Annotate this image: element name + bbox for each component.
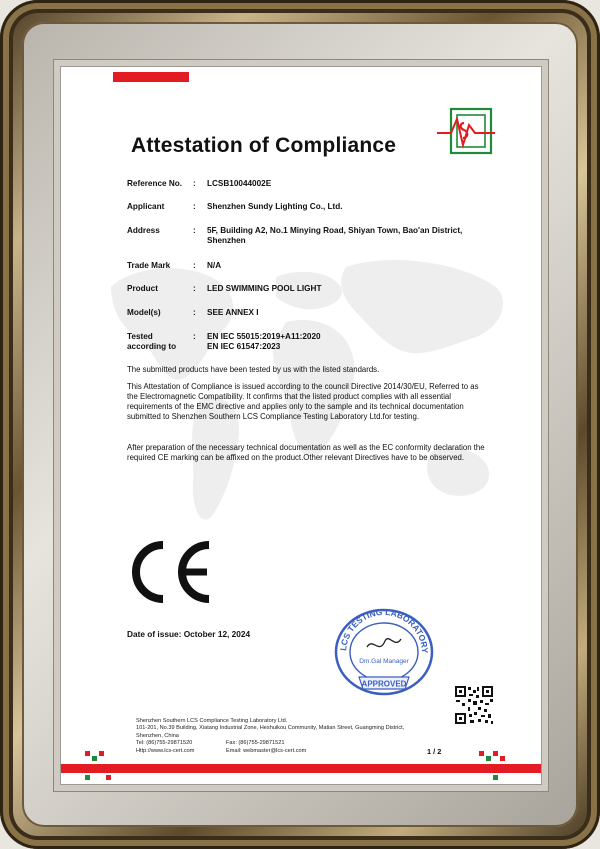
stamp-approved-text: APPROVED <box>361 679 407 689</box>
field-colon: : <box>193 332 196 341</box>
bottom-red-accent-bar <box>61 764 541 773</box>
field-colon: : <box>193 202 196 211</box>
field-value: LCSB10044002E <box>207 179 272 188</box>
field-label: Trade Mark <box>127 261 171 270</box>
ce-mark-icon <box>125 539 215 605</box>
field-value: 5F, Building A2, No.1 Minying Road, Shiyan Town, Bao'an District, Shenzhen <box>207 226 463 245</box>
footer-email: Email: webmaster@lcs-cert.com <box>226 747 307 754</box>
field-colon: : <box>193 308 196 317</box>
paragraph-preparation: After preparation of the necessary technical documentation as well as the EC conformity declaration the required CE marking can be affixed on the product.Other relevant Directives have to be observed. <box>127 443 485 462</box>
footer-fax: Fax: (86)755-29871521 <box>226 740 285 747</box>
certificate-title: Attestation of Compliance <box>131 134 397 157</box>
field-value: LED SWIMMING POOL LIGHT <box>207 284 322 293</box>
approved-stamp-icon <box>331 597 437 703</box>
field-value: SEE ANNEX I <box>207 308 259 317</box>
top-red-accent-bar <box>113 72 189 82</box>
field-label: Tested according to <box>127 332 177 351</box>
field-value: Shenzhen Sundy Lighting Co., Ltd. <box>207 202 343 211</box>
qr-code-icon <box>454 685 494 725</box>
field-colon: : <box>193 284 196 293</box>
field-label: Product <box>127 284 158 293</box>
footer-contact <box>136 718 404 755</box>
stamp-center-text: Dm.Gal Manager <box>359 658 409 665</box>
svg-text:LCS TESTING LABORATORY <box>338 607 430 654</box>
field-label: Applicant <box>127 202 165 211</box>
field-colon: : <box>193 261 196 270</box>
page-number: 1 / 2 <box>427 747 442 756</box>
footer-website: Http://www.lcs-cert.com <box>136 747 195 754</box>
issue-date: Date of issue: October 12, 2024 <box>127 629 251 639</box>
stamp-ring-text: LCS TESTING LABORATORY <box>338 606 431 654</box>
field-value: N/A <box>207 261 222 270</box>
footer-address-line1: 101-201, No.39 Building, Xiatang Industrial Zone, Heshuikou Community, Matian Street, Guangming District, <box>136 725 405 732</box>
field-label: Reference No. <box>127 179 183 188</box>
field-colon: : <box>193 179 196 188</box>
paragraph-tested: The submitted products have been tested by us with the listed standards. <box>127 365 380 374</box>
paragraph-attestation: This Attestation of Compliance is issued according to the council Directive 2014/30/EU, Referred to as the Electromagnetic Compatibility. It confirms that the listed product complies with all essential requirements of the EMC directive and applies only to the sample and its technical documentation submitted to Shenzhen Southern LCS Compliance Testing Laboratory Ltd.for testing. <box>127 382 479 421</box>
field-label: Model(s) <box>127 308 161 317</box>
footer-tel: Tel: (86)755-29871520 <box>136 740 193 747</box>
field-label: Address <box>127 226 160 235</box>
footer-address-line2: Shenzhen, China <box>136 732 179 739</box>
footer-company: Shenzhen Southern LCS Compliance Testing Laboratory Ltd. <box>136 718 288 724</box>
field-value: EN IEC 55015:2019+A11:2020 EN IEC 61547:2023 <box>207 332 321 351</box>
certificate-paper <box>60 66 542 785</box>
lcs-logo-icon <box>437 105 495 157</box>
field-colon: : <box>193 226 196 235</box>
